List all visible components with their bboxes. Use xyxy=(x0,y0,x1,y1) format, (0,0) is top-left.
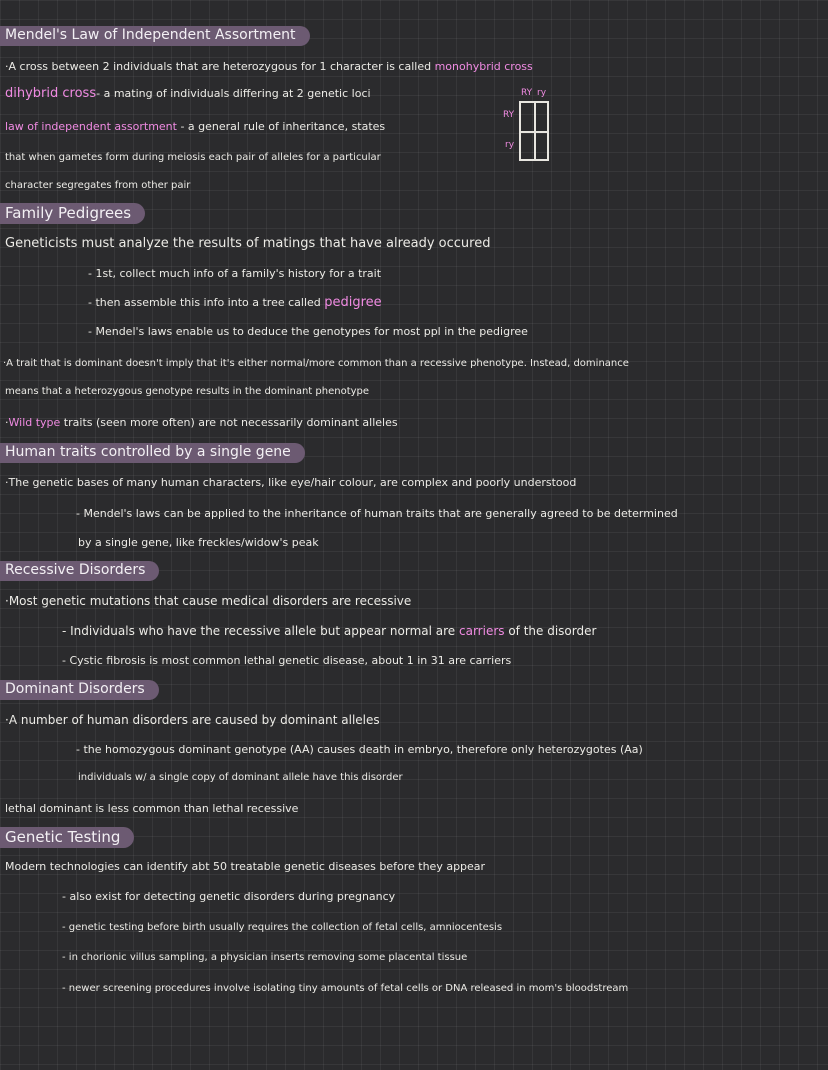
heading-human-traits: Human traits controlled by a single gene xyxy=(0,443,305,463)
mendel-line-5: character segregates from other pair xyxy=(5,180,191,191)
mendel-line-3 xyxy=(5,121,385,134)
testing-line-3: - genetic testing before birth usually requires the collection of fetal cells, amniocentesis xyxy=(62,922,503,933)
recessive-line-2-text: - Individuals who have the recessive allele but appear normal are xyxy=(62,624,459,638)
mendel-line-2 xyxy=(5,87,371,102)
recessive-line-3: - Cystic fibrosis is most common lethal genetic disease, about 1 in 31 are carriers xyxy=(62,654,512,667)
dominant-line-4: lethal dominant is less common than lethal recessive xyxy=(5,802,299,815)
recessive-line-2-rest: of the disorder xyxy=(504,624,597,638)
pedigrees-para-2 xyxy=(5,417,398,430)
term-monohybrid-cross: monohybrid cross xyxy=(434,60,533,73)
mendel-line-1-text: ·A cross between 2 individuals that are heterozygous for 1 character is called xyxy=(5,60,435,73)
term-pedigree: pedigree xyxy=(324,295,382,310)
term-carriers: carriers xyxy=(459,624,505,638)
mendel-line-2-text: - a mating of individuals differing at 2 genetic loci xyxy=(96,87,371,100)
pedigrees-intro: Geneticists must analyze the results of matings that have already occured xyxy=(5,236,491,251)
heading-family-pedigrees: Family Pedigrees xyxy=(0,203,145,224)
recessive-line-1: ·Most genetic mutations that cause medical disorders are recessive xyxy=(5,594,412,608)
dominant-line-3: individuals w/ a single copy of dominant allele have this disorder xyxy=(78,772,403,783)
testing-line-2: - also exist for detecting genetic disorders during pregnancy xyxy=(62,890,396,903)
term-law-of-independent-assortment: law of independent assortment xyxy=(5,120,177,133)
heading-recessive-disorders: Recessive Disorders xyxy=(0,561,159,581)
dominant-line-2: - the homozygous dominant genotype (AA) causes death in embryo, therefore only heterozygotes (Aa) xyxy=(76,743,643,756)
recessive-line-2 xyxy=(62,625,596,639)
pedigrees-para-2-bullet: · xyxy=(5,416,9,429)
testing-line-5: - newer screening procedures involve isolating tiny amounts of fetal cells or DNA released in mom's bloodstream xyxy=(62,983,629,994)
pedigrees-bullet-2-text: - then assemble this info into a tree called xyxy=(88,296,325,309)
testing-line-1: Modern technologies can identify abt 50 treatable genetic diseases before they appear xyxy=(5,860,486,873)
term-dihybrid-cross: dihybrid cross xyxy=(5,86,97,101)
punnett-square xyxy=(519,101,549,161)
term-wild-type: Wild type xyxy=(8,416,61,429)
mendel-line-1 xyxy=(5,61,533,74)
heading-genetic-testing: Genetic Testing xyxy=(0,827,134,848)
punnett-row-label-1: RY xyxy=(503,110,515,120)
heading-dominant-disorders: Dominant Disorders xyxy=(0,680,159,700)
pedigrees-bullet-2 xyxy=(88,296,382,311)
mendel-line-4: that when gametes form during meiosis each pair of alleles for a particular xyxy=(5,152,381,163)
pedigrees-bullet-3: - Mendel's laws enable us to deduce the genotypes for most ppl in the pedigree xyxy=(88,325,528,338)
testing-line-4: - in chorionic villus sampling, a physician inserts removing some placental tissue xyxy=(62,952,468,963)
punnett-row-label-2: ry xyxy=(505,140,515,150)
pedigrees-para-1a: ·A trait that is dominant doesn't imply that it's either normal/more common than a recessive phenotype. Instead, dominance xyxy=(3,358,629,369)
punnett-col-label-2: ry xyxy=(537,88,547,98)
punnett-vertical-divider xyxy=(534,103,536,159)
pedigrees-para-2-text: traits (seen more often) are not necessarily dominant alleles xyxy=(60,416,398,429)
punnett-col-label-1: RY xyxy=(521,88,533,98)
human-line-1: ·The genetic bases of many human characters, like eye/hair colour, are complex and poorly understood xyxy=(5,476,577,489)
pedigrees-bullet-1: - 1st, collect much info of a family's history for a trait xyxy=(88,267,382,280)
heading-mendel-law: Mendel's Law of Independent Assortment xyxy=(0,26,310,46)
mendel-line-3-text: - a general rule of inheritance, states xyxy=(176,120,386,133)
pedigrees-para-1b: means that a heterozygous genotype results in the dominant phenotype xyxy=(5,386,370,397)
human-line-2: - Mendel's laws can be applied to the inheritance of human traits that are generally agreed to be determined xyxy=(76,507,678,520)
human-line-3: by a single gene, like freckles/widow's peak xyxy=(78,536,319,549)
dominant-line-1: ·A number of human disorders are caused by dominant alleles xyxy=(5,713,380,727)
